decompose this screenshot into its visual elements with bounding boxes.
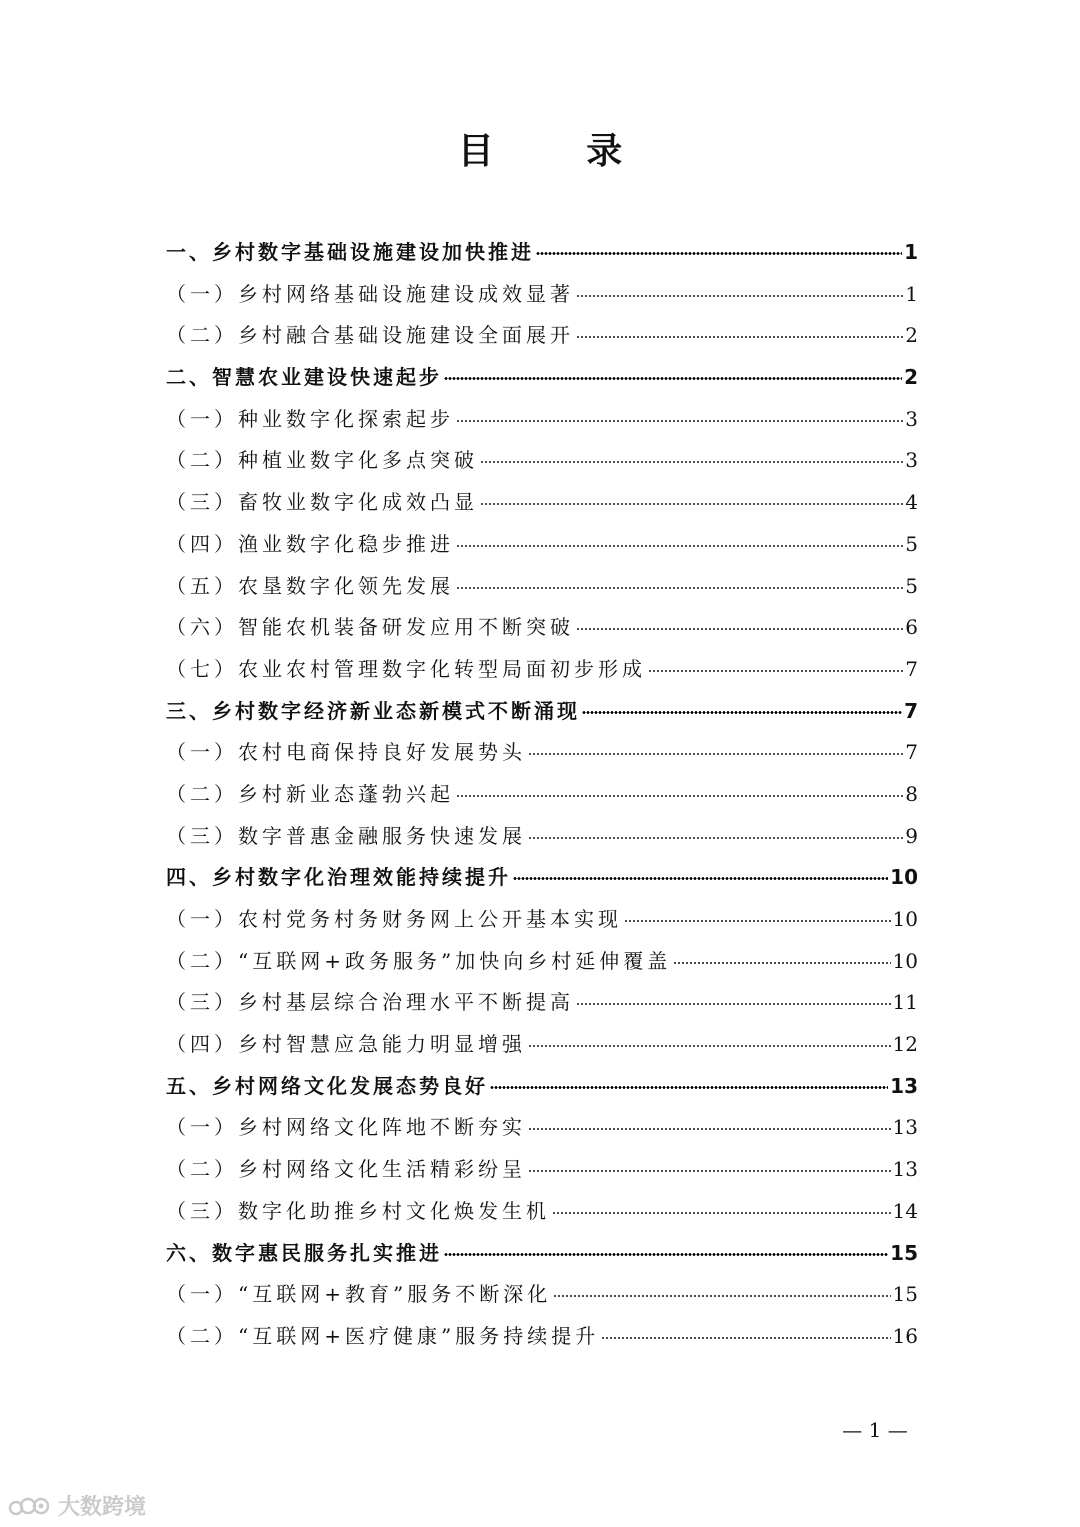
toc-entry-title: 六、数字惠民服务扎实推进 <box>166 1240 442 1265</box>
toc-entry-title: （三）乡村基层综合治理水平不断提高 <box>166 990 574 1015</box>
toc-entry-title: （二）乡村新业态蓬勃兴起 <box>166 781 454 806</box>
toc-dot-leader <box>582 711 902 714</box>
toc-page-number: 1 <box>905 281 918 306</box>
toc-entry-title: （一）种业数字化探索起步 <box>166 406 454 431</box>
watermark <box>8 1490 146 1521</box>
toc-dot-leader <box>444 377 902 380</box>
toc-page-number: 5 <box>905 573 918 598</box>
toc-entry-title: 五、乡村网络文化发展态势良好 <box>166 1073 488 1098</box>
toc-page-number: 9 <box>905 823 918 848</box>
toc-entry-title: （六）智能农机装备研发应用不断突破 <box>166 615 574 640</box>
toc-dot-leader <box>456 420 903 422</box>
toc-subsection-entry <box>166 1024 918 1066</box>
toc-entry-title: （七）农业农村管理数字化转型局面初步形成 <box>166 656 646 681</box>
toc-subsection-entry <box>166 732 918 774</box>
toc-entry-title: （一）乡村网络文化阵地不断夯实 <box>166 1115 526 1140</box>
toc-subsection-entry <box>166 1191 918 1233</box>
toc-dot-leader <box>552 1212 891 1214</box>
toc-dot-leader <box>513 877 888 880</box>
toc-entry-title: 一、乡村数字基础设施建设加快推进 <box>166 240 534 264</box>
toc-entry-title: （四）渔业数字化稳步推进 <box>166 531 454 556</box>
toc-dot-leader <box>648 670 903 672</box>
toc-dot-leader <box>576 295 903 297</box>
toc-page-number: 11 <box>892 990 918 1015</box>
toc-entry-title: （一）农村电商保持良好发展势头 <box>166 740 526 765</box>
toc-page-number: 7 <box>905 656 918 681</box>
toc-section-entry <box>166 357 918 399</box>
toc-page-number: 16 <box>892 1323 918 1348</box>
toc-dot-leader <box>480 503 903 505</box>
toc-subsection-entry <box>166 774 918 816</box>
toc-page-number: 10 <box>892 948 918 973</box>
toc-dot-leader <box>456 587 903 589</box>
toc-entry-title: （二）“互联网+医疗健康”服务持续提升 <box>166 1323 600 1348</box>
toc-page-number: 13 <box>892 1115 918 1140</box>
toc-page-number: 7 <box>905 740 918 765</box>
toc-entry-title: （四）乡村智慧应急能力明显增强 <box>166 1032 526 1057</box>
toc-subsection-entry <box>166 816 918 858</box>
toc-subsection-entry <box>166 1316 918 1358</box>
toc-subsection-entry <box>166 1149 918 1191</box>
toc-page-number: 14 <box>892 1198 918 1223</box>
toc-dot-leader <box>673 962 890 964</box>
toc-dot-leader <box>536 252 902 255</box>
toc-subsection-entry <box>166 399 918 441</box>
toc-dot-leader <box>576 628 903 630</box>
toc-entry-title: （一）农村党务村务财务网上公开基本实现 <box>166 907 622 931</box>
toc-subsection-entry <box>166 899 918 941</box>
toc-subsection-entry <box>166 941 918 983</box>
toc-page-number: 1 <box>904 240 918 264</box>
toc-dot-leader <box>456 545 903 547</box>
toc-dot-leader <box>480 461 903 463</box>
toc-subsection-entry <box>166 1107 918 1149</box>
toc-entry-title: （三）畜牧业数字化成效凸显 <box>166 490 478 515</box>
toc-dot-leader <box>456 795 903 797</box>
toc-entry-title: （一）“互联网+教育”服务不断深化 <box>166 1282 552 1307</box>
toc-dot-leader <box>444 1253 888 1256</box>
toc-section-entry <box>166 857 918 899</box>
toc-page-number: 3 <box>905 406 918 431</box>
toc-dot-leader <box>490 1086 888 1089</box>
page-title: 目 录 <box>457 131 663 172</box>
toc-entry-title: 二、智慧农业建设快速起步 <box>166 365 442 390</box>
toc-page-number: 10 <box>890 865 918 890</box>
toc-dot-leader <box>528 1128 891 1130</box>
toc-dot-leader <box>528 837 903 839</box>
toc-entry-title: 四、乡村数字化治理效能持续提升 <box>166 865 511 890</box>
toc-page-number: 5 <box>905 531 918 556</box>
toc-dot-leader <box>576 1003 891 1005</box>
toc-entry-title: 三、乡村数字经济新业态新模式不断涌现 <box>166 698 580 723</box>
toc-dot-leader <box>601 1337 890 1339</box>
toc-entry-title: （二）种植业数字化多点突破 <box>166 448 478 473</box>
toc-page-number: 2 <box>905 323 918 348</box>
toc-entry-title: （二）乡村融合基础设施建设全面展开 <box>166 323 574 348</box>
toc-subsection-entry <box>166 274 918 316</box>
toc-page-number: 10 <box>892 907 918 931</box>
toc-entry-title: （三）数字化助推乡村文化焕发生机 <box>166 1198 550 1223</box>
toc-page-number: 15 <box>890 1240 918 1265</box>
toc-entry-title: （五）农垦数字化领先发展 <box>166 573 454 598</box>
toc-page-number: 2 <box>904 365 918 390</box>
toc-subsection-entry <box>166 482 918 524</box>
toc-dot-leader <box>624 920 891 922</box>
toc-subsection-entry <box>166 982 918 1024</box>
toc-page-number: 3 <box>905 448 918 473</box>
toc-subsection-entry <box>166 649 918 691</box>
toc-entry-title: （三）数字普惠金融服务快速发展 <box>166 823 526 848</box>
toc-entry-title: （二）乡村网络文化生活精彩纷呈 <box>166 1157 526 1182</box>
toc-page-number: 8 <box>905 781 918 806</box>
toc-subsection-entry <box>166 524 918 566</box>
toc-page-number: 7 <box>904 698 918 723</box>
toc-dot-leader <box>528 1045 891 1047</box>
toc-subsection-entry <box>166 566 918 608</box>
table-of-contents <box>166 232 918 1358</box>
toc-section-entry <box>166 691 918 733</box>
wechat-eye-logo-icon <box>8 1493 52 1519</box>
toc-page-number: 4 <box>905 490 918 515</box>
toc-page-number: 12 <box>892 1032 918 1057</box>
toc-page-number: 13 <box>892 1157 918 1182</box>
watermark-text: 大数跨境 <box>58 1495 147 1520</box>
toc-entry-title: （二）“互联网+政务服务”加快向乡村延伸覆盖 <box>166 948 672 973</box>
toc-section-entry <box>166 232 918 274</box>
page-number: — 1 — <box>842 1418 908 1442</box>
toc-dot-leader <box>553 1295 890 1297</box>
toc-dot-leader <box>528 753 903 755</box>
toc-entry-title: （一）乡村网络基础设施建设成效显著 <box>166 281 574 306</box>
toc-page-number: 15 <box>892 1282 918 1307</box>
toc-subsection-entry <box>166 315 918 357</box>
toc-dot-leader <box>576 336 903 338</box>
toc-page-number: 6 <box>905 615 918 640</box>
toc-section-entry <box>166 1233 918 1275</box>
toc-dot-leader <box>528 1170 891 1172</box>
toc-subsection-entry <box>166 1274 918 1316</box>
toc-page-number: 13 <box>890 1073 918 1098</box>
toc-subsection-entry <box>166 440 918 482</box>
toc-subsection-entry <box>166 607 918 649</box>
toc-section-entry <box>166 1066 918 1108</box>
